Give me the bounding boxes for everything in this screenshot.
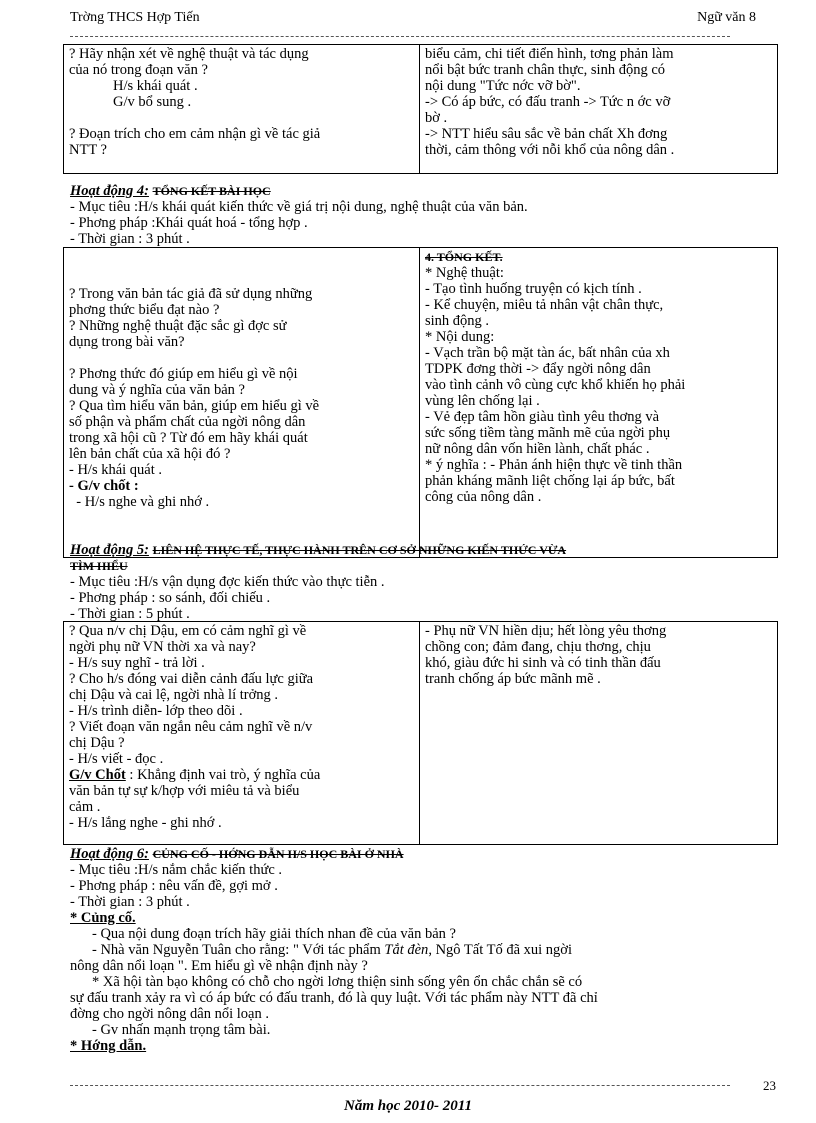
table-continuation: [63, 44, 778, 174]
activity-5-section: Hoạt động 5: LIÊN HỆ THỰC TẾ, THỰC HÀNH TRÊN CƠ SỞ NHỮNG KIẾN THỨC VỪA TÌM HIỂU - Mục tiêu :H/s vận dụng đợc kiến thức vào thực tiễn . - Phơng pháp : so sánh, đối chiếu . - Thời gian : 5 phút .: [70, 542, 778, 622]
subject-name: Ngữ văn 8: [697, 10, 756, 25]
activity-4-label: Hoạt động 4:: [70, 183, 149, 199]
activity-5-title: LIÊN HỆ THỰC TẾ, THỰC HÀNH TRÊN CƠ SỞ NHỮNG KIẾN THỨC VỪA: [152, 543, 567, 557]
activity-5-title-cont: TÌM HIỂU: [70, 559, 128, 573]
table3-left-cell: ? Qua n/v chị Dậu, em có cảm nghĩ gì về ngời phụ nữ VN thời xa và nay? - H/s suy nghĩ - trả lời . ? Cho h/s đóng vai diễn cảnh đấu lực giữa chị Dậu và cai lệ, ngời nhà lí trởng . - H/s trình diễn- lớp theo dõi . ? Viết đoạn văn ngắn nêu cảm nghĩ về n/v chị Dậu ? - H/s viết - đọc . G/v Chốt : Khẳng định vai trò, ý nghĩa của văn bản tự sự k/hợp với miêu tả và biểu cảm . - H/s lắng nghe - ghi nhớ .: [64, 622, 420, 845]
school-name: Trờng THCS Hợp Tiến: [70, 10, 200, 25]
table2-right-cell: 4. TỔNG KẾT. * Nghệ thuật: - Tạo tình huống truyện có kịch tính . - Kể chuyện, miêu tả nhân vật chân thực, sinh động . * Nội dung: - Vạch trần bộ mặt tàn ác, bất nhân của xh TDPK đơng thời -> đẩy ngời nông dân vào tình cảnh vô cùng cực khổ khiến họ phải vùng lên chống lại . - Vẻ đẹp tâm hồn giàu tình yêu thơng và sức sống tiềm tàng mãnh mẽ của ngời phụ nữ nông dân vốn hiền lành, chất phác . * ý nghĩa : - Phản ánh hiện thực về tinh thần phản kháng mãnh liệt chống lại áp bức, bất công của nông dân .: [420, 248, 778, 558]
summary-heading: 4. TỔNG KẾT.: [425, 250, 503, 264]
guidance-heading: * Hớng dẫn.: [70, 1038, 147, 1054]
header-divider: [70, 36, 730, 37]
teacher-conclusion-label: G/v Chốt: [69, 767, 126, 783]
table-summary: [63, 247, 778, 558]
activity-6-label: Hoạt động 6:: [70, 846, 149, 862]
activity-4-section: Hoạt động 4: TỔNG KẾT BÀI HỌC - Mục tiêu :H/s khái quát kiến thức về giá trị nội dung, nghệ thuật của văn bản. - Phơng pháp :Khái quát hoá - tổng hợp . - Thời gian : 3 phút .: [70, 183, 528, 247]
table1-right-cell: biểu cảm, chi tiết điển hình, tơng phản làm nổi bật bức tranh chân thực, sinh động có nội dung "Tức nớc vỡ bờ". -> Có áp bức, có đấu tranh -> Tức n ớc vỡ bờ . -> NTT hiểu sâu sắc về bản chất Xh đơng thời, cảm thông với nỗi khổ của nông dân .: [420, 45, 778, 174]
table2-left-cell: ? Trong văn bản tác giả đã sử dụng những phơng thức biểu đạt nào ? ? Những nghệ thuật đặc sắc gì đợc sử dụng trong bài văn? ? Phơng thức đó giúp em hiểu gì về nội dung và ý nghĩa của văn bản ? ? Qua tìm hiểu văn bản, giúp em hiểu gì về số phận và phẩm chất của ngời nông dân trong xã hội cũ ? Từ đó em hãy khái quát lên bản chất của xã hội đó ? - H/s khái quát . - G/v chốt : - H/s nghe và ghi nhớ .: [64, 248, 420, 558]
consolidation-heading: * Củng cố.: [70, 910, 136, 926]
page-number: 23: [763, 1078, 776, 1093]
table1-left-cell: ? Hãy nhận xét về nghệ thuật và tác dụng của nó trong đoạn văn ? H/s khái quát . G/v bổ sung . ? Đoạn trích cho em cảm nhận gì về tác giả NTT ?: [64, 45, 420, 174]
activity-4-title: TỔNG KẾT BÀI HỌC: [152, 184, 271, 198]
school-year: Năm học 2010- 2011: [344, 1098, 472, 1114]
activity-6-title: CỦNG CỐ - HỚNG DẪN H/S HỌC BÀI Ở NHÀ: [152, 847, 404, 861]
activity-6-section: Hoạt động 6: CỦNG CỐ - HỚNG DẪN H/S HỌC BÀI Ở NHÀ - Mục tiêu :H/s nắm chắc kiến thức . - Phơng pháp : nêu vấn đề, gợi mở . - Thời gian : 3 phút . * Củng cố. - Qua nội dung đoạn trích hãy giải thích nhan đề của văn bản ? - Nhà văn Nguyễn Tuân cho rằng: " Với tác phẩm Tắt đèn, Ngô Tất Tố đã xui ngời nông dân nổi loạn ". Em hiểu gì về nhận định này ? * Xã hội tàn bạo không có chỗ cho ngời lơng thiện sinh sống yên ổn chắc chắn sẽ có sự đấu tranh xảy ra vì có áp bức có đấu tranh, đó là quy luật. Với tác phẩm này NTT đã chỉ đờng cho ngời nông dân nổi loạn . - Gv nhấn mạnh trọng tâm bài. * Hớng dẫn.: [70, 846, 778, 1054]
page-header: [70, 10, 756, 32]
table3-right-cell: - Phụ nữ VN hiền dịu; hết lòng yêu thơng chồng con; đảm đang, chịu thơng, chịu khó, giàu đức hi sinh và có tinh thần đấu tranh chống áp bức mãnh mẽ .: [420, 622, 778, 845]
footer-divider: [70, 1085, 730, 1086]
table-practice: [63, 621, 778, 845]
activity-5-label: Hoạt động 5:: [70, 542, 149, 558]
